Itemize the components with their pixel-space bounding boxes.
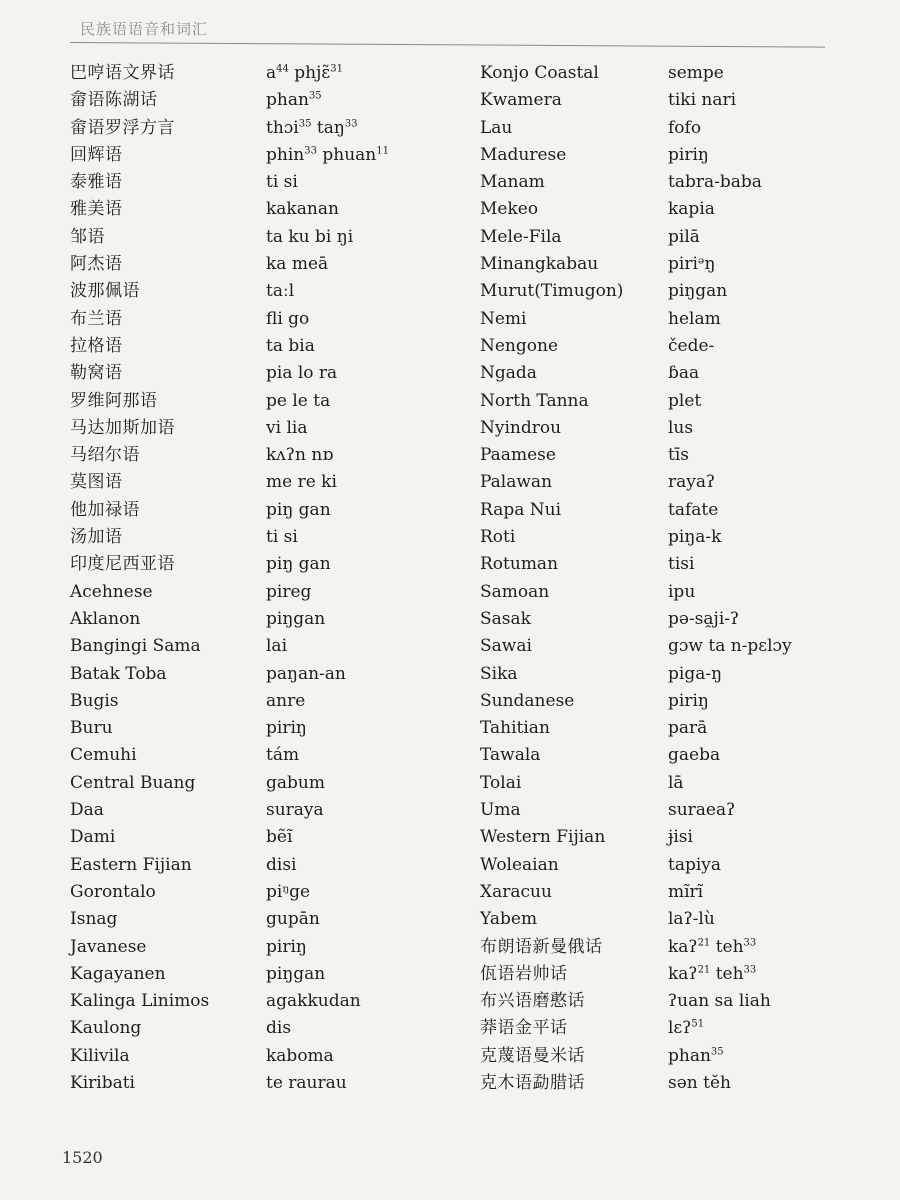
left-language-name: 拉格语 <box>70 335 123 356</box>
right-word-form: parā <box>668 718 708 739</box>
right-word-form: ipu <box>668 581 696 602</box>
right-word-form: sən tĕh <box>668 1072 731 1093</box>
left-word-form: gabum <box>266 772 325 793</box>
left-word-form: piŋgan <box>266 963 326 984</box>
right-word-form: pə-sa̯ji-ʔ <box>668 608 740 629</box>
left-word-form: kaboma <box>266 1045 334 1066</box>
right-word-form: mĩrĩ <box>668 881 704 902</box>
right-word-form: lā <box>668 772 684 793</box>
left-language-column <box>70 60 270 1097</box>
left-word-form: phin$^{33}$ phuan$^{11}$ <box>266 144 389 165</box>
right-language-name: Mele-Fila <box>480 226 562 247</box>
right-word-form: tabra-baba <box>668 172 762 193</box>
right-word-form: ɓaa <box>668 363 700 384</box>
right-language-name: Kwamera <box>480 90 562 111</box>
left-word-form: kʌʔn nɒ <box>266 445 334 466</box>
left-language-name: Acehnese <box>70 581 153 602</box>
left-language-name: Kagayanen <box>70 963 166 984</box>
left-word-form: piriŋ <box>266 718 307 739</box>
right-language-name: Rotuman <box>480 554 559 575</box>
right-word-form: sempe <box>668 63 724 83</box>
left-language-name: 波那佩语 <box>70 281 140 302</box>
left-word-form: gupān <box>266 909 320 930</box>
right-word-form: ɉisi <box>668 827 693 848</box>
left-word-form: taːl <box>266 281 295 302</box>
right-language-name: 佤语岩帅话 <box>480 963 568 984</box>
right-language-name: Nengone <box>480 335 559 356</box>
left-language-name: Kalinga Linimos <box>70 991 210 1012</box>
right-language-name: Sasak <box>480 608 531 629</box>
left-word-column <box>266 60 466 1097</box>
right-language-name: 布朗语新曼俄话 <box>480 936 603 957</box>
left-word-form: bẽĩ <box>266 827 293 848</box>
left-word-form: ti si <box>266 527 298 548</box>
left-word-form: pireg <box>266 581 312 602</box>
right-word-form: piga-ŋ <box>668 663 723 684</box>
right-language-name: Palawan <box>480 472 553 493</box>
right-word-form: piriŋ <box>668 144 709 165</box>
left-word-form: piᵑge <box>266 881 311 902</box>
right-word-form: suraeaʔ <box>668 800 736 821</box>
left-word-form: fli go <box>266 308 310 329</box>
left-word-form: piŋ gan <box>266 499 331 520</box>
left-language-name: 邹语 <box>70 226 105 247</box>
right-word-form: rayaʔ <box>668 472 716 493</box>
left-language-name: 莫图语 <box>70 472 123 493</box>
left-language-name: Kiribati <box>70 1072 135 1093</box>
right-word-form: laʔ-lù <box>668 909 715 930</box>
right-language-name: Nemi <box>480 308 527 329</box>
left-language-name: 畲语陈湖话 <box>70 90 158 111</box>
right-word-form: piriŋ <box>668 690 709 711</box>
left-language-name: Bangingi Sama <box>70 636 201 657</box>
right-language-name: 布兴语磨憨话 <box>480 991 585 1012</box>
right-word-form: gaeba <box>668 745 721 766</box>
right-language-name: Yabem <box>480 909 538 930</box>
right-language-name: Tolai <box>480 772 522 793</box>
page-number: 1520 <box>62 1148 103 1167</box>
right-word-form: lɛʔ$^{51}$ <box>668 1018 705 1039</box>
right-word-form: helam <box>668 308 721 329</box>
right-language-name: Western Fijian <box>480 827 606 848</box>
left-word-form: ta bia <box>266 335 315 356</box>
right-word-form: piŋgan <box>668 281 728 302</box>
right-language-name: Roti <box>480 527 516 548</box>
right-word-form: kaʔ$^{21}$ teh$^{33}$ <box>668 936 757 957</box>
left-word-form: thɔi$^{35}$ taŋ$^{33}$ <box>266 117 358 138</box>
left-language-name: Dami <box>70 827 116 848</box>
left-word-form: dis <box>266 1018 292 1039</box>
left-language-name: Javanese <box>70 936 147 957</box>
right-language-name: Madurese <box>480 144 567 165</box>
right-language-name: Tahitian <box>480 718 550 739</box>
right-language-name: Ngada <box>480 363 537 384</box>
left-word-form: anre <box>266 690 306 711</box>
left-language-name: 畲语罗浮方言 <box>70 117 175 138</box>
right-language-name: Murut(Timugon) <box>480 281 624 302</box>
right-language-name: 莽语金平话 <box>480 1018 568 1039</box>
right-word-form: piriᵊŋ <box>668 254 716 275</box>
right-word-column <box>668 60 868 1097</box>
left-language-name: 印度尼西亚语 <box>70 554 175 575</box>
left-language-name: 罗维阿那语 <box>70 390 158 411</box>
right-language-name: 克蔑语曼米话 <box>480 1045 585 1066</box>
page-header <box>70 8 830 48</box>
left-word-form: phan$^{35}$ <box>266 90 322 111</box>
right-word-form: fofo <box>668 117 702 138</box>
right-word-form: kaʔ$^{21}$ teh$^{33}$ <box>668 963 757 984</box>
right-language-name: Nyindrou <box>480 417 562 438</box>
left-word-form: kakanan <box>266 199 339 220</box>
right-word-form: tiki nari <box>668 90 737 111</box>
right-language-column <box>480 60 680 1097</box>
right-language-name: Woleaian <box>480 854 559 875</box>
right-word-form: piŋa-k <box>668 527 722 548</box>
right-word-form: ʔuan sa liah <box>668 991 771 1012</box>
left-word-form: suraya <box>266 800 324 821</box>
left-language-name: 泰雅语 <box>70 172 123 193</box>
left-language-name: 马达加斯加语 <box>70 417 175 438</box>
left-language-name: Cemuhi <box>70 745 137 766</box>
right-language-name: Konjo Coastal <box>480 63 599 83</box>
right-language-name: Sika <box>480 663 518 684</box>
right-language-name: Manam <box>480 172 545 193</box>
left-language-name: Batak Toba <box>70 663 167 684</box>
left-language-name: 布兰语 <box>70 308 123 329</box>
right-language-name: Uma <box>480 800 521 821</box>
left-language-name: 马绍尔语 <box>70 445 140 466</box>
left-language-name: Gorontalo <box>70 881 156 902</box>
left-word-form: piŋgan <box>266 608 326 629</box>
right-word-form: tīs <box>668 445 689 466</box>
right-word-form: čede- <box>668 335 715 356</box>
right-language-name: Rapa Nui <box>480 499 562 520</box>
left-word-form: tám <box>266 745 300 766</box>
left-word-form: agakkudan <box>266 991 361 1012</box>
left-language-name: Bugis <box>70 690 119 711</box>
right-language-name: 克木语勐腊话 <box>480 1072 585 1093</box>
right-language-name: Minangkabau <box>480 254 599 275</box>
left-language-name: Buru <box>70 718 113 739</box>
right-word-form: tisi <box>668 554 695 575</box>
left-language-name: Kaulong <box>70 1018 142 1039</box>
right-language-name: Mekeo <box>480 199 539 220</box>
left-word-form: $a^{44}$ phjɛ̃$^{31}$ <box>266 63 343 83</box>
right-language-name: Sawai <box>480 636 532 657</box>
left-language-name: Daa <box>70 800 104 821</box>
left-language-name: Kilivila <box>70 1045 130 1066</box>
left-language-name: 他加禄语 <box>70 499 140 520</box>
right-language-name: Sundanese <box>480 690 575 711</box>
left-word-form: lai <box>266 636 288 657</box>
left-word-form: disi <box>266 854 297 875</box>
right-word-form: pilā <box>668 226 700 247</box>
left-word-form: vi lia <box>266 417 308 438</box>
right-language-name: Tawala <box>480 745 541 766</box>
right-word-form: plet <box>668 390 702 411</box>
left-language-name: Eastern Fijian <box>70 854 192 875</box>
right-language-name: Samoan <box>480 581 550 602</box>
left-word-form: piŋ gan <box>266 554 331 575</box>
left-language-name: 汤加语 <box>70 527 123 548</box>
right-word-form: lus <box>668 417 694 438</box>
right-language-name: North Tanna <box>480 390 589 411</box>
left-language-name: 雅美语 <box>70 199 123 220</box>
word-list <box>64 60 864 1120</box>
left-word-form: paŋan-an <box>266 663 346 684</box>
left-word-form: piriŋ <box>266 936 307 957</box>
right-word-form: gɔw ta n-pɛlɔy <box>668 636 792 657</box>
right-language-name: Xaracuu <box>480 881 552 902</box>
left-word-form: pia lo ra <box>266 363 338 384</box>
left-language-name: 阿杰语 <box>70 254 123 275</box>
right-word-form: tapiya <box>668 854 722 875</box>
left-language-name: 回辉语 <box>70 144 123 165</box>
left-language-name: Central Buang <box>70 772 196 793</box>
right-language-name: Lau <box>480 117 513 138</box>
right-word-form: phan$^{35}$ <box>668 1045 724 1066</box>
left-word-form: ti si <box>266 172 298 193</box>
right-language-name: Paamese <box>480 445 556 466</box>
left-language-name: 勒窝语 <box>70 363 123 384</box>
left-word-form: me re ki <box>266 472 337 493</box>
left-language-name: Aklanon <box>70 608 141 629</box>
header-rule <box>70 42 825 48</box>
left-word-form: ta ku bi ŋi <box>266 226 354 247</box>
left-language-name: Isnag <box>70 909 118 930</box>
right-word-form: tafate <box>668 499 719 520</box>
left-language-name: 巴哼语文界话 <box>70 63 175 83</box>
left-word-form: te raurau <box>266 1072 347 1093</box>
left-word-form: ka meā <box>266 254 329 275</box>
left-word-form: pe le ta <box>266 390 331 411</box>
right-word-form: kapia <box>668 199 715 220</box>
running-header-title: 民族语语音和词汇 <box>80 20 209 38</box>
